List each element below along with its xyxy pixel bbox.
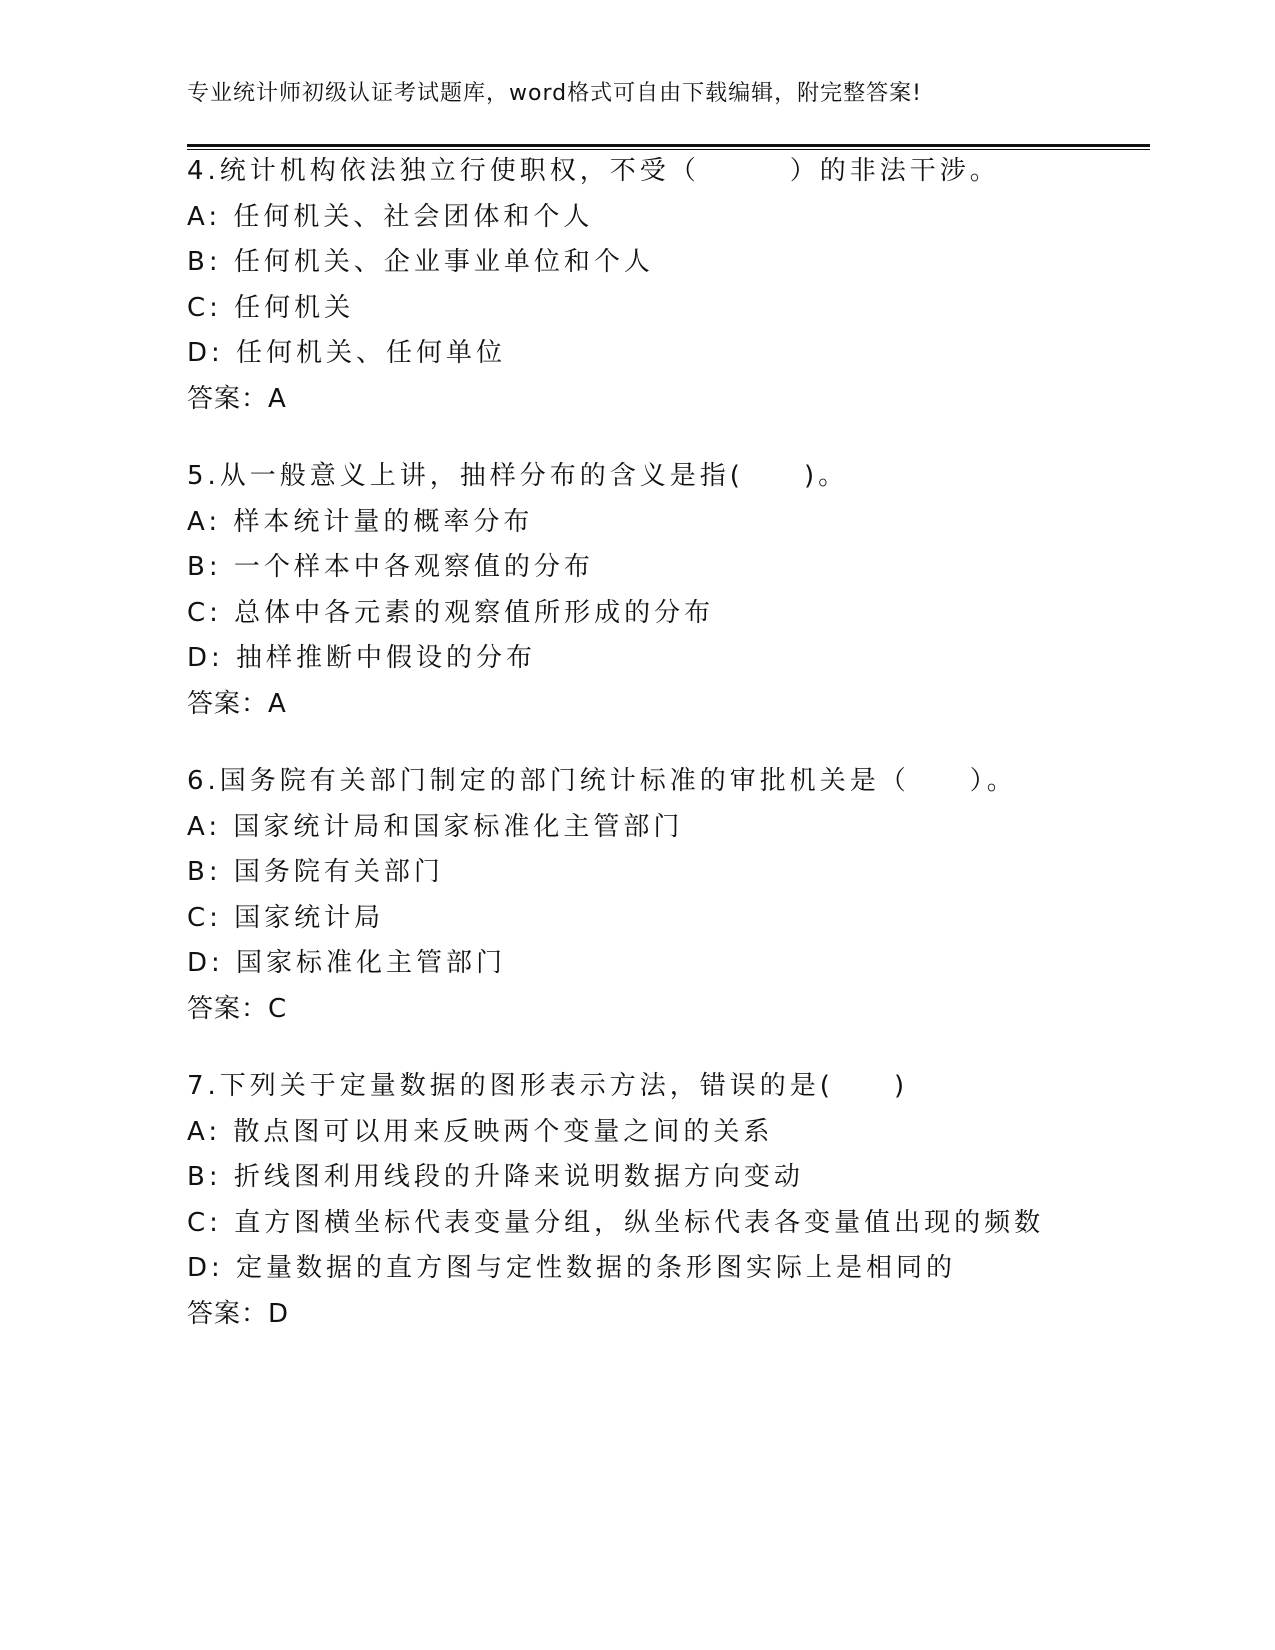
divider-thick-line — [187, 144, 1150, 147]
option-b: B: 国务院有关部门 — [187, 857, 444, 887]
option-a: A: 任何机关、社会团体和个人 — [187, 201, 594, 232]
question-5 — [187, 454, 1147, 727]
option-d: D: 任何机关、任何单位 — [187, 338, 507, 368]
option-b: B: 任何机关、企业事业单位和个人 — [187, 247, 654, 277]
option-c: C: 任何机关 — [187, 292, 355, 323]
question-stem: 7.下列关于定量数据的图形表示方法，错误的是( ) — [187, 1071, 909, 1101]
option-a: A: 散点图可以用来反映两个变量之间的关系 — [187, 1116, 774, 1147]
answer: 答案：D — [187, 1298, 290, 1329]
option-d: D: 抽样推断中假设的分布 — [187, 643, 537, 673]
option-b: B: 折线图利用线段的升降来说明数据方向变动 — [187, 1162, 804, 1192]
answer: 答案：A — [187, 383, 287, 414]
answer: 答案：C — [187, 993, 288, 1024]
answer: 答案：A — [187, 688, 287, 719]
option-d: D: 定量数据的直方图与定性数据的条形图实际上是相同的 — [187, 1253, 957, 1283]
question-stem: 5.从一般意义上讲，抽样分布的含义是指( )。 — [187, 461, 849, 491]
option-b: B: 一个样本中各观察值的分布 — [187, 552, 594, 582]
option-c: C: 国家统计局 — [187, 902, 385, 933]
option-d: D: 国家标准化主管部门 — [187, 948, 507, 978]
option-a: A: 国家统计局和国家标准化主管部门 — [187, 811, 684, 842]
question-4 — [187, 149, 1147, 422]
option-a: A: 样本统计量的概率分布 — [187, 506, 534, 537]
page-header: 专业统计师初级认证考试题库，word格式可自由下载编辑，附完整答案! — [187, 81, 922, 106]
option-c: C: 直方图横坐标代表变量分组，纵坐标代表各变量值出现的频数 — [187, 1207, 1045, 1238]
question-7 — [187, 1064, 1147, 1337]
question-6 — [187, 759, 1147, 1032]
option-c: C: 总体中各元素的观察值所形成的分布 — [187, 597, 715, 628]
question-stem: 6.国务院有关部门制定的部门统计标准的审批机关是（ ）。 — [187, 766, 1017, 796]
question-stem: 4.统计机构依法独立行使职权，不受（ ）的非法干涉。 — [187, 156, 1000, 186]
